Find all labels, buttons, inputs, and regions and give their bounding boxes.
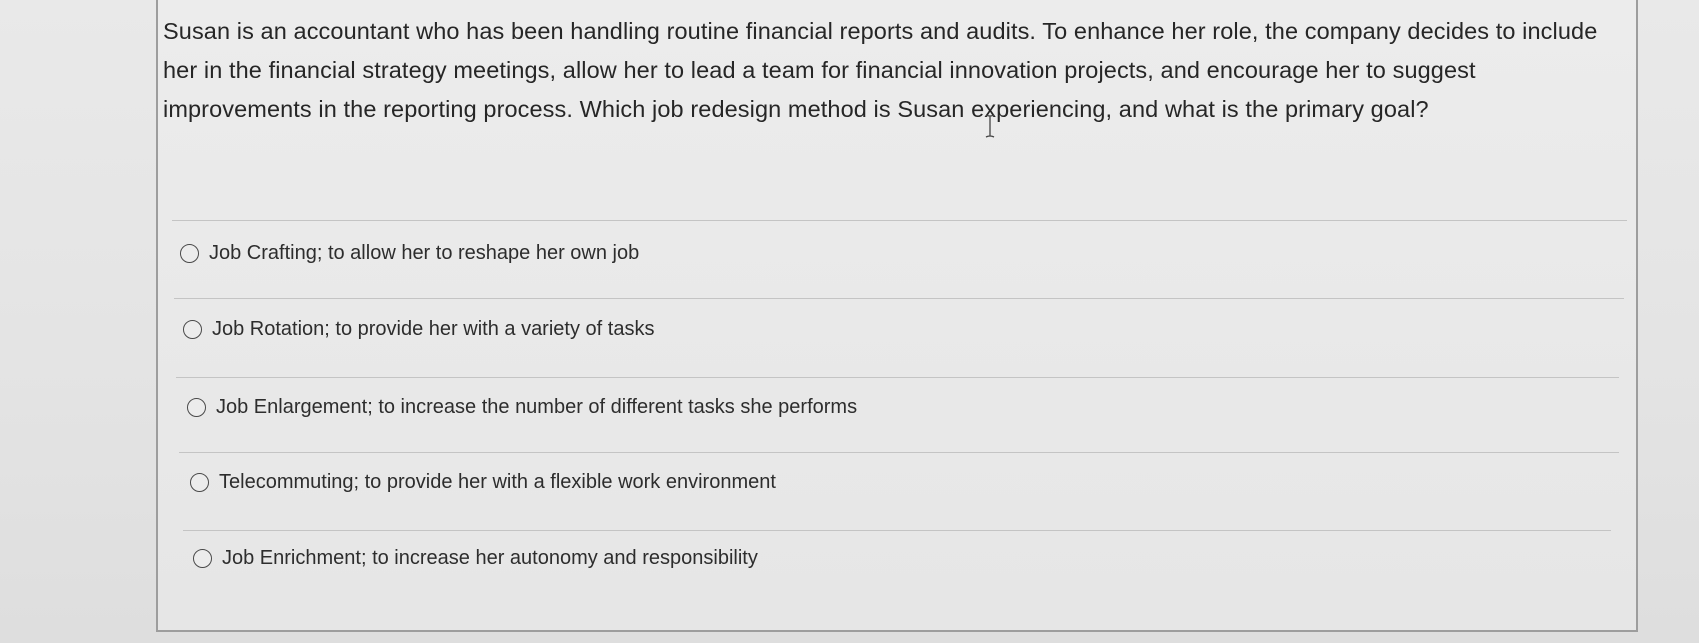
option-label: Job Rotation; to provide her with a variety of tasks bbox=[212, 317, 655, 340]
radio-button[interactable] bbox=[180, 244, 199, 263]
option-label: Job Crafting; to allow her to reshape her own job bbox=[209, 241, 640, 264]
radio-button[interactable] bbox=[190, 473, 209, 492]
option-telecommuting[interactable] bbox=[190, 464, 776, 500]
option-job-enrichment[interactable] bbox=[193, 540, 758, 576]
radio-button[interactable] bbox=[183, 320, 202, 339]
option-job-rotation[interactable] bbox=[183, 311, 654, 347]
option-label: Job Enlargement; to increase the number of different tasks she performs bbox=[216, 395, 858, 418]
option-label: Job Enrichment; to increase her autonomy and responsibility bbox=[222, 546, 758, 569]
option-job-crafting[interactable] bbox=[180, 235, 639, 271]
divider bbox=[174, 298, 1624, 299]
divider bbox=[176, 377, 1619, 378]
radio-button[interactable] bbox=[193, 549, 212, 568]
question-text: Susan is an accountant who has been handling routine financial reports and audits. To enhance her role, the company decides to include her in the financial strategy meetings, allow her to lead a team for financial innovation projects, and encourage her to suggest improvements in the reporting process. Which job redesign method is Susan experiencing, and what is the primary goal? bbox=[163, 18, 1598, 122]
text-cursor-icon bbox=[985, 114, 995, 138]
option-label: Telecommuting; to provide her with a flexible work environment bbox=[219, 470, 776, 493]
option-job-enlargement[interactable] bbox=[187, 389, 857, 425]
divider-top bbox=[172, 220, 1627, 221]
radio-button[interactable] bbox=[187, 398, 206, 417]
divider bbox=[179, 452, 1619, 453]
divider bbox=[183, 530, 1611, 531]
